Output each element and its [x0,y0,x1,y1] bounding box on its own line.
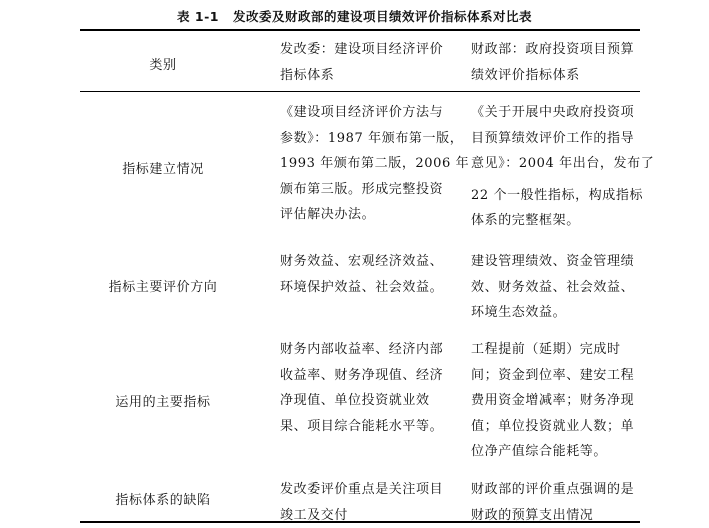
cell-line: 竣工及交付 [280,503,443,528]
cell-line: 发改委评价重点是关注项目 [280,477,443,503]
cell-line: 费用资金增减率；财务净现 [471,388,634,414]
row-category-establishment: 指标建立情况 [68,157,258,183]
header-mof-line: 财政部：政府投资项目预算 [471,37,634,63]
cell-line: 参数》：1987 年颁布第一版， [280,126,469,152]
cell-line: 财政部的评价重点强调的是 [471,477,634,503]
cell-line: 评估解决办法。 [280,202,469,228]
header-ndrc [280,37,443,88]
table-title: 发改委及财政部的建设项目绩效评价指标体系对比表 [233,9,532,24]
cell-line: 环境保护效益、社会效益。 [280,275,443,301]
cell-line: 果、项目综合能耗水平等。 [280,414,443,440]
row-defects-ndrc [280,477,443,528]
cell-line: 收益率、财务净现值、经济 [280,363,443,389]
cell-line: 《关于开展中央政府投资项 [471,100,654,126]
header-mof [471,37,634,88]
cell-line: 意见》：2004 年出台，发布了 [471,151,654,177]
cell-line: 体系的完整框架。 [471,208,654,234]
cell-line: 财务效益、宏观经济效益、 [280,249,443,275]
cell-line: 财政的预算支出情况 [471,503,634,528]
row-category-indicators: 运用的主要指标 [68,390,258,416]
row-category-defects: 指标体系的缺陷 [68,488,258,514]
cell-line: 净现值、单位投资就业效 [280,388,443,414]
table-caption [0,7,709,25]
row-indicators-ndrc [280,337,443,439]
row-establishment-mof [471,100,654,234]
row-category-direction: 指标主要评价方向 [68,275,258,301]
row-indicators-mof [471,337,634,465]
header-category: 类别 [68,53,258,79]
header-rule [80,91,640,92]
cell-line: 效、财务效益、社会效益、 [471,275,634,301]
header-ndrc-line: 发改委：建设项目经济评价 [280,37,443,63]
cell-line: 环境生态效益。 [471,300,634,326]
row-establishment-ndrc [280,100,469,228]
row-direction-ndrc [280,249,443,300]
table-number: 表 1-1 [177,9,219,24]
cell-line: 值；单位投资就业人数；单 [471,414,634,440]
top-rule [80,29,640,31]
cell-line: 目预算绩效评价工作的指导 [471,126,654,152]
cell-line: 建设管理绩效、资金管理绩 [471,249,634,275]
cell-line: 1993 年颁布第二版，2006 年 [280,151,469,177]
cell-line: 《建设项目经济评价方法与 [280,100,469,126]
cell-line: 位净产值综合能耗等。 [471,439,634,465]
row-direction-mof [471,249,634,326]
cell-line: 财务内部收益率、经济内部 [280,337,443,363]
cell-line: 22 个一般性指标，构成指标 [471,183,654,209]
cell-line: 间；资金到位率、建安工程 [471,363,634,389]
cell-line: 颁布第三版。形成完整投资 [280,177,469,203]
cell-line: 工程提前（延期）完成时 [471,337,634,363]
header-ndrc-line: 指标体系 [280,63,443,89]
header-mof-line: 绩效评价指标体系 [471,63,634,89]
row-defects-mof [471,477,634,528]
